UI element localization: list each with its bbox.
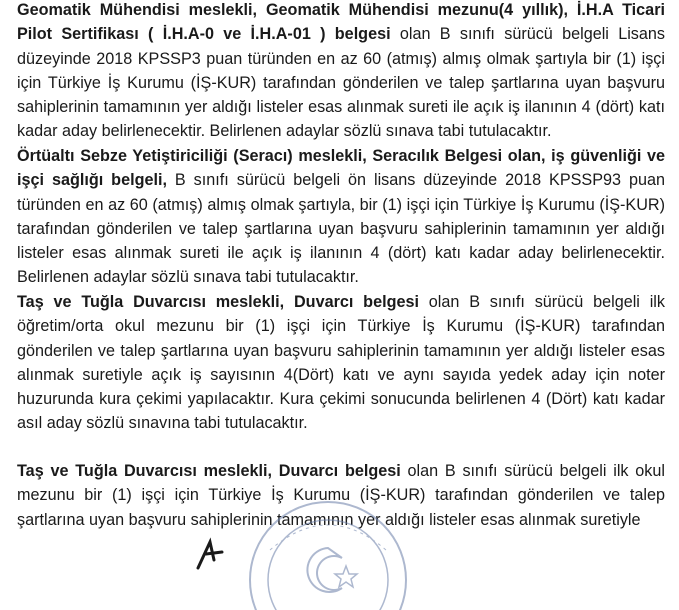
crescent-star-icon — [307, 548, 342, 592]
paragraph-duvarci-1 — [17, 290, 665, 436]
paragraph-heading: Örtüaltı Sebze Yetiştiriciliği (Seracı) meslekli, Seracılık Belgesi olan, iş güvenliği ve işçi sağlığı belgeli, — [17, 147, 665, 190]
seal-inner-ring — [268, 520, 388, 610]
paragraph-heading: Geomatik Mühendisi meslekli, Geomatik Mühendisi mezunu(4 yıllık), İ.H.A Ticari Pilot Sertifikası ( İ.H.A-0 ve İ.H.A-01 ) belgesi — [17, 1, 665, 44]
paragraph-body: B sınıfı sürücü belgeli ön lisans düzeyinde 2018 KPSSP93 puan türünden en az 60 (atmış) almış olmak şartıyla, bir (1) işçi için Türkiye İş Kurumu (İŞ-KUR) tarafından gönderilen ve talep şartlarına uyan başvuru sahiplerinin tamamının yer aldığı listeler esas alınmak sureti ile açık iş ilanının 4 (dört) katı kadar aday belirlenecektir. Belirlenen adaylar sözlü sınava tabi tutulacaktır. — [17, 171, 665, 287]
handwritten-signature — [188, 530, 258, 570]
paragraph-geomatik — [17, 0, 665, 144]
paragraph-body: olan B sınıfı sürücü belgeli ilk okul mezunu bir (1) işçi için Türkiye İş Kurumu (İŞ-KUR) tarafından gönderilen ve talep şartlarına uyan başvuru sahiplerinin tamamının yer aldığı listeler esas alınmak suretiyle — [17, 462, 665, 529]
paragraph-body: olan B sınıfı sürücü belgeli ilk öğretim/orta okul mezunu bir (1) işçi için Türkiye İş Kurumu (İŞ-KUR) tarafından gönderilen ve talep şartlarına uyan başvuru sahiplerinin tamamının yer aldığı listeler esas alınmak suretiyle açık iş sayısının 4(Dört) katı ve aynı sayıda yedek aday için noter huzurunda kura çekimi yapılacaktır. Kura çekimi sonucunda belirlenen 4 (Dört) katı kadar asıl aday sözlü sınavına tabi tutulacaktır. — [17, 293, 665, 433]
paragraph-heading: Taş ve Tuğla Duvarcısı meslekli, Duvarcı belgesi — [17, 293, 419, 311]
paragraph-seraci — [17, 144, 665, 290]
seal-star — [335, 566, 357, 587]
paragraph-heading: Taş ve Tuğla Duvarcısı meslekli, Duvarcı belgesi — [17, 462, 401, 480]
paragraph-body: olan B sınıfı sürücü belgeli Lisans düzeyinde 2018 KPSSP3 puan türünden en az 60 (atmış) almış olmak şartıyla bir (1) işçi için Türkiye İş Kurumu (İŞ-KUR) tarafından gönderilen ve talep şartlarına uyan başvuru sahiplerinin tamamının yer aldığı listeler esas alınmak sureti ile açık iş ilanının 4 (dört) katı kadar aday belirlenecektir. Belirlenen adaylar sözlü sınava tabi tutulacaktır. — [17, 25, 665, 141]
paragraph-duvarci-2 — [17, 459, 665, 532]
